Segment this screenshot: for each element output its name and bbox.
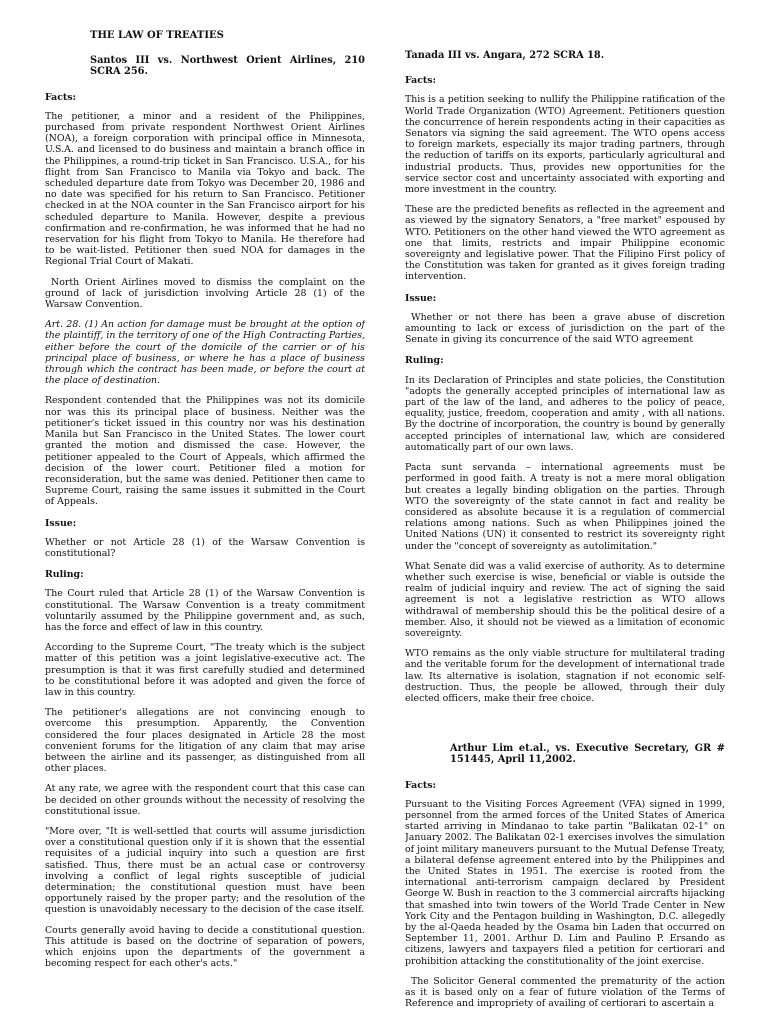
ruling-paragraph: At any rate, we agree with the respondent court that this case can be decided on other grounds without the necessity of resolving the constitutional issue. <box>45 783 365 817</box>
case-title-lim: Arthur Lim et.al., vs. Executive Secretary, GR # 151445, April 11,2002. <box>450 743 725 766</box>
ruling-heading: Ruling: <box>405 355 444 367</box>
spacer <box>405 713 725 743</box>
document-title: THE LAW OF TREATIES <box>90 30 224 41</box>
issue-heading: Issue: <box>405 292 437 304</box>
facts-paragraph: This is a petition seeking to nullify the Philippine ratification of the World Trade Organization (WTO) Agreement. Petitioners question the concurrence of herein respondents acting in their capacities as Senators via signing the said agreement. The WTO opens access to foreign markets, especially its major trading partners, through the reduction of tariffs on its exports, particularly agricultural and industrial products. Thus, provides new opportunities for the service sector cost and uncertainty associated with exporting and more investment in the country. <box>405 94 725 196</box>
article-28-quote: Art. 28. (1) An action for damage must be brought at the option of the plaintiff, in the territory of one of the High Contracting Parties, either before the court of the domicile of the carrier or of his principal place of business, or where he has a place of business through which the contract has been made, or before the court at the place of destination. <box>45 319 365 387</box>
ruling-paragraph: Courts generally avoid having to decide a constitutional question. This attitude is based on the doctrine of separation of powers, which enjoins upon the departments of the government a becoming respect for each other's acts." <box>45 924 365 970</box>
ruling-paragraph: The Court ruled that Article 28 (1) of the Warsaw Convention is constitutional. The Warsaw Convention is a treaty commitment voluntarily assumed by the Philippine government and, as such, has the force and effect of law in this country. <box>45 588 365 633</box>
issue-paragraph: Whether or not there has been a grave abuse of discretion amounting to lack or excess of jurisdiction on the part of the Senate in giving its concurrence of the said WTO agreement <box>405 311 725 346</box>
case-title-santos: Santos III vs. Northwest Orient Airlines, 210 SCRA 256. <box>90 55 365 78</box>
right-column <box>405 50 725 1020</box>
facts-heading: Facts: <box>45 91 76 103</box>
ruling-paragraph: "More over, "It is well-settled that courts will assume jurisdiction over a constitutional question only if it is shown that the essential requisites of a judicial inquiry into such a question are first satisfied. Thus, there must be an actual case or controversy involving a conflict of legal rights susceptible of judicial determination; the constitutional question must have been opportunely raised by the proper party; and the resolution of the question is unavoidably necessary to the decision of the case itself. <box>45 825 365 916</box>
ruling-paragraph: The petitioner's allegations are not convincing enough to overcome this presumption. Apparently, the Convention considered the four places designated in Article 28 the most convenient forums for the litigation of any claim that may arise between the airline and its passenger, as distinguished from all other places. <box>45 707 365 775</box>
facts-paragraph: Pursuant to the Visiting Forces Agreement (VFA) signed in 1999, personnel from the armed forces of the United States of America started arriving in Mindanao to take partin "Balikatan 02-1" on January 2002. The Balikatan 02-1 exercises involves the simulation of joint military maneuvers pursuant to the Mutual Defense Treaty, a bilateral defense agreement entered into by the Philippines and the United States in 1951. The exercise is rooted from the international anti-terrorism campaign declared by President George W. Bush in reaction to the 3 commercial aircrafts hijacking that smashed into twin towers of the World Trade Center in New York City and the Pentagon building in Washington, D.C. allegedly by the al-Qaeda headed by the Osama bin Laden that occurred on September 11, 2001. Arthur D. Lim and Paulino P. Ersando as citizens, lawyers and taxpayers filed a petition for certiorari and prohibition attacking the constitutionality of the joint exercise. <box>405 798 725 967</box>
facts-heading: Facts: <box>405 779 436 791</box>
ruling-paragraph: According to the Supreme Court, "The treaty which is the subject matter of this petition was a joint legislative-executive act. The presumption is that it was first carefully studied and determined to be constitutional before it was adopted and given the force of law in this country. <box>45 642 365 698</box>
issue-heading: Issue: <box>45 517 77 529</box>
left-column <box>45 30 365 1020</box>
ruling-paragraph: In its Declaration of Principles and state policies, the Constitution "adopts the generally accepted principles of international law as part of the law of the land, and adheres to the policy of peace, equality, justice, freedom, cooperation and amity , with all nations. By the doctrine of incorporation, the country is bound by generally accepted principles of international law, which are considered automatically part of our own laws. <box>405 374 725 453</box>
ruling-paragraph: WTO remains as the only viable structure for multilateral trading and the veritable forum for the development of international trade law. Its alternative is isolation, stagnation if not economic self-destruction. Thus, the people be allowed, through their duly elected officers, make their free choice. <box>405 648 725 704</box>
facts-paragraph: The Solicitor General commented the prematurity of the action as it is based only on a fear of future violation of the Terms of Reference and impropriety of availing of certiorari to ascertain a <box>405 975 725 1010</box>
facts-heading: Facts: <box>405 75 436 87</box>
facts-paragraph: North Orient Airlines moved to dismiss the complaint on the ground of lack of jurisdiction involving Article 28 (1) of the Warsaw Convention. <box>45 276 365 311</box>
facts-paragraph: These are the predicted benefits as reflected in the agreement and as viewed by the signatory Senators, a "free market" espoused by WTO. Petitioners on the other hand viewed the WTO agreement as one that limits, restricts and impair Philippine economic sovereignty and legislative power. That the Filipino First policy of the Constitution was taken for granted as it gives foreign trading intervention. <box>405 204 725 283</box>
ruling-paragraph: What Senate did was a valid exercise of authority. As to determine whether such exercise is wise, beneficial or viable is outside the realm of judicial inquiry and review. The act of signing the said agreement is not a legislative restriction as WTO allows withdrawal of membership should this be the political desire of a member. Also, it should not be viewed as a limitation of economic sovereignty. <box>405 560 725 639</box>
case-title-tanada: Tanada III vs. Angara, 272 SCRA 18. <box>405 50 605 61</box>
ruling-paragraph: Pacta sunt servanda – international agreements must be performed in good faith. A treaty is not a mere moral obligation but creates a legally binding obligation on the parties. Through WTO the sovereignty of the state cannot in fact and reality be considered as absolute because it is a regulation of commercial relations among nations. Such as when Philippines joined the United Nations (UN) it consented to restrict its sovereignty right under the "concept of sovereignty as autolimitation." <box>405 462 725 552</box>
facts-paragraph: The petitioner, a minor and a resident of the Philippines, purchased from private respondent Northwest Orient Airlines (NOA), a foreign corporation with principal office in Minnesota, U.S.A. and licensed to do business and maintain a branch office in the Philippines, a round-trip ticket in San Francisco. U.S.A., for his flight from San Francisco to Manila via Tokyo and back. The scheduled departure date from Tokyo was December 20, 1986 and no date was specified for his return to San Francisco. Petitioner checked in at the NOA counter in the San Francisco airport for his scheduled departure to Manila. However, despite a previous confirmation and re-confirmation, he was informed that he had no reservation for his flight from Tokyo to Manila. He therefore had to be wait-listed. Petitioner then sued NOA for damages in the Regional Trial Court of Makati. <box>45 110 365 268</box>
facts-paragraph: Respondent contended that the Philippines was not its domicile nor was this its principal place of business. Neither was the petitioner's ticket issued in this country nor was his destination Manila but San Francisco in the United States. The lower court granted the motion and dismissed the case. However, the petitioner appealed to the Court of Appeals, which affirmed the decision of the lower court. Petitioner filed a motion for reconsideration, but the same was denied. Petitioner then came to Supreme Court, raising the same issues it submitted in the Court of Appeals. <box>45 395 365 508</box>
issue-paragraph: Whether or not Article 28 (1) of the Warsaw Convention is constitutional? <box>45 536 365 559</box>
ruling-heading: Ruling: <box>45 569 84 581</box>
